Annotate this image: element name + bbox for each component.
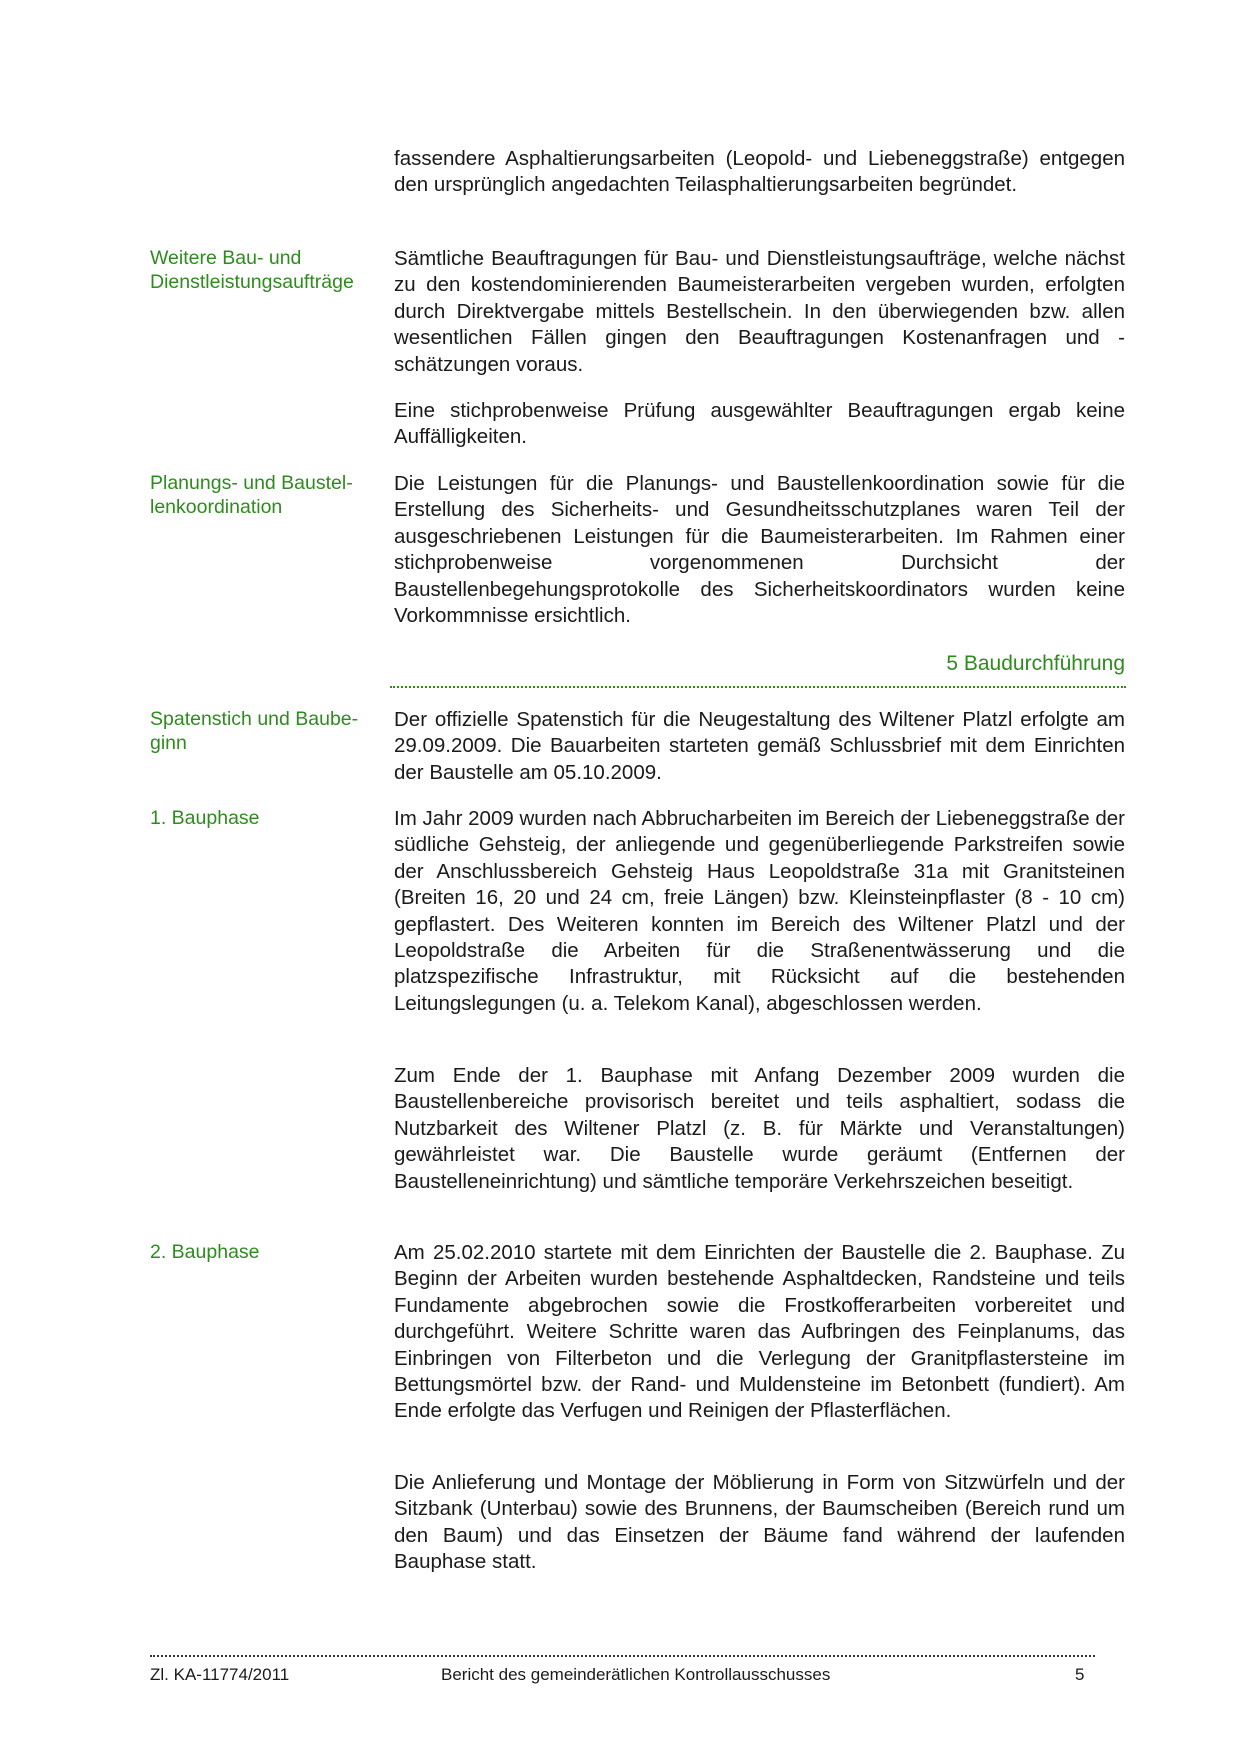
paragraph: Die Leistungen für die Planungs- und Baustellenkoordination sowie für die Erstellung des Sicherheits- und Gesundheitsschutzplanes waren Teil der ausgeschriebenen Leistungen für die Baumeisterarbeiten. Im Rahmen einer stichprobenweise vorgenommenen Durchsicht der Baustellenbegehungsprotokolle des Sicherheitskoordinators wurden keine Vorkommnisse ersichtlich.	[394, 472, 1125, 628]
margin-label: Spatenstich und Baube- ginn	[150, 708, 359, 754]
paragraph: Der offizielle Spatenstich für die Neugestaltung des Wiltener Platzl erfolgte am 29.09.2009. Die Bauarbeiten starteten gemäß Schlussbrief mit dem Einrichten der Baustelle am 05.10.2009.	[394, 708, 1125, 784]
margin-label: Weitere Bau- und Dienstleistungsaufträge	[150, 247, 354, 293]
paragraph: Am 25.02.2010 startete mit dem Einrichten der Baustelle die 2. Bauphase. Zu Beginn der Arbeiten wurden bestehende Asphaltdecken, Randsteine und teils Fundamente abgebrochen sowie die Frostkofferarbeiten vorbereitet und durchgeführt. Weitere Schritte waren das Aufbringen des Feinplanums, das Einbringen von Filterbeton und die Verlegung der Granitpflastersteine im Bettungsmörtel bzw. der Rand- und Muldensteine im Betonbett (fundiert). Am Ende erfolgte das Verfugen und Reinigen der Pflasterflächen.	[394, 1241, 1125, 1423]
margin-label: 1. Bauphase	[150, 807, 260, 829]
margin-label: 2. Bauphase	[150, 1241, 260, 1263]
footer-title: Bericht des gemeinderätlichen Kontrollausschusses	[441, 1665, 831, 1684]
paragraph: Sämtliche Beauftragungen für Bau- und Dienstleistungsaufträge, welche nächst zu den kostendominierenden Baumeisterarbeiten vergeben wurden, erfolgten durch Direktvergabe mittels Bestellschein. In den überwiegenden bzw. allen wesentlichen Fällen gingen den Beauftragungen Kostenanfragen und -schätzungen voraus.	[394, 247, 1125, 376]
paragraph: Zum Ende der 1. Bauphase mit Anfang Dezember 2009 wurden die Baustellenbereiche provisorisch bereitet und teils asphaltiert, sodass die Nutzbarkeit des Wiltener Platzl (z. B. für Märkte und Veranstaltungen) gewährleistet war. Die Baustelle wurde geräumt (Entfernen der Baustelleneinrichtung) und sämtliche temporäre Verkehrszeichen beseitigt.	[394, 1064, 1125, 1193]
footer-reference: Zl. KA-11774/2011	[150, 1665, 290, 1684]
page-number: 5	[1075, 1665, 1085, 1684]
paragraph: fassendere Asphaltierungsarbeiten (Leopold- und Liebeneggstraße) entgegen den ursprünglich angedachten Teilasphaltierungsarbeiten begründet.	[394, 147, 1125, 197]
section-heading: 5 Baudurchführung	[946, 652, 1125, 675]
paragraph: Eine stichprobenweise Prüfung ausgewählter Beauftragungen ergab keine Auffälligkeiten.	[394, 399, 1125, 449]
heading-divider	[390, 686, 1126, 688]
margin-label: Planungs- und Baustel- lenkoordination	[150, 472, 353, 518]
paragraph: Die Anlieferung und Montage der Möblierung in Form von Sitzwürfeln und der Sitzbank (Unterbau) sowie des Brunnens, der Baumscheiben (Bereich rund um den Baum) und das Einsetzen der Bäume fand während der laufenden Bauphase statt.	[394, 1471, 1125, 1574]
paragraph: Im Jahr 2009 wurden nach Abbrucharbeiten im Bereich der Liebeneggstraße der südliche Gehsteig, der anliegende und gegenüberliegende Parkstreifen sowie der Anschlussbereich Gehsteig Haus Leopoldstraße 31a mit Granitsteinen (Breiten 16, 20 und 24 cm, freie Längen) bzw. Kleinsteinpflaster (8 - 10 cm) gepflastert. Des Weiteren konnten im Bereich des Wiltener Platzl und der Leopoldstraße die Arbeiten für die Straßenentwässerung und die platzspezifische Infrastruktur, mit Rücksicht auf die bestehenden Leitungslegungen (u. a. Telekom Kanal), abgeschlossen werden.	[394, 807, 1125, 1015]
footer-divider	[150, 1655, 1095, 1657]
